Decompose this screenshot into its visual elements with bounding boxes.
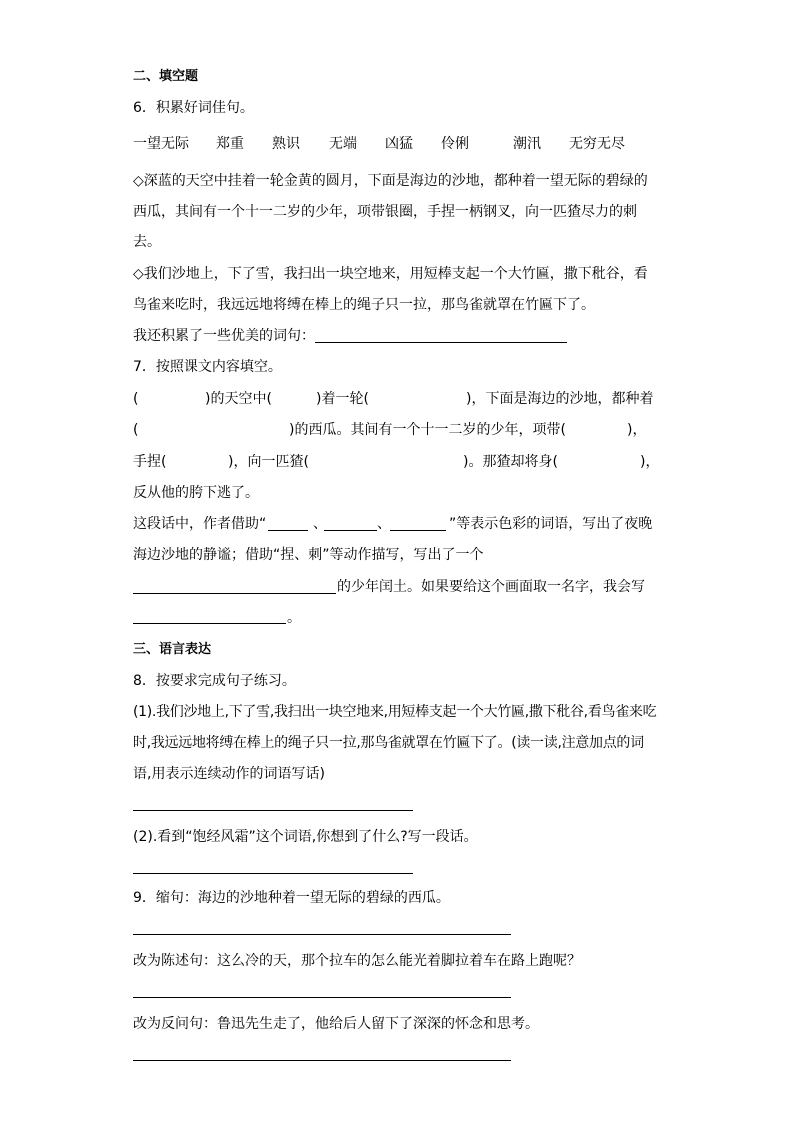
color-word-blank[interactable]: [390, 530, 446, 531]
answer-line[interactable]: [133, 934, 511, 935]
fill-line-8: 。: [287, 610, 301, 626]
fill-line-2: [133, 420, 653, 440]
blank-open: (: [133, 422, 139, 438]
q8-part2: (2).看到“饱经风霜”这个词语,你想到了什么?写一段话。: [133, 829, 478, 845]
word-bank-item: 无穷无尽: [569, 136, 625, 152]
fill-text: )，下面是海边的沙地，都种着: [466, 391, 654, 407]
fill-text: 手捏(: [133, 454, 167, 470]
q8-part1-line: 语,用表示连续动作的词语写话): [133, 766, 325, 782]
fill-text: )，向一匹猹(: [228, 454, 309, 470]
fill-line-3: [133, 452, 660, 472]
word-bank-item: 郑重: [216, 136, 244, 152]
fill-text: )，: [627, 422, 647, 438]
passage-1-line: 去。: [133, 234, 161, 250]
passage-1-line: 西瓜，其间有一个十一二岁的少年，项带银圈，手捏一柄钢叉，向一匹猹尽力的刺: [133, 204, 637, 220]
fill-line-6: 海边沙地的静谧；借助“捏、刺”等动作描写，写出了一个: [133, 547, 484, 563]
section-title-expression: 三、语言表达: [133, 642, 212, 657]
word-bank-item: 伶俐: [441, 136, 469, 152]
fill-text: 、: [377, 516, 391, 532]
fill-text: )，: [640, 454, 660, 470]
fill-line-5: [133, 514, 653, 534]
answer-line[interactable]: [133, 1060, 511, 1061]
title-blank[interactable]: [133, 623, 286, 624]
word-bank-item: 凶猛: [385, 136, 413, 152]
answer-line[interactable]: [133, 873, 413, 874]
color-word-blank[interactable]: [324, 530, 377, 531]
collect-phrases-prompt: 我还积累了一些优美的词句：: [133, 328, 315, 344]
fill-line-7: 的少年闰土。如果要给这个画面取一名字，我会写: [337, 579, 645, 595]
word-bank-item: 无端: [329, 136, 357, 152]
word-bank-item: 熟识: [272, 136, 300, 152]
blank-open: (: [133, 391, 139, 407]
answer-line[interactable]: [315, 342, 567, 343]
question-6-label: 6．积累好词佳句。: [133, 100, 254, 116]
fill-text: )的西瓜。其间有一个十一二岁的少年，项带(: [289, 422, 566, 438]
fill-text: 、: [313, 516, 327, 532]
description-blank[interactable]: [133, 593, 336, 594]
word-bank: [133, 134, 653, 154]
question-8-label: 8．按要求完成句子练习。: [133, 673, 296, 689]
section-title-fill-in: 二、填空题: [133, 69, 199, 84]
word-bank-item: 潮汛: [513, 136, 541, 152]
fill-line-1: [133, 389, 653, 409]
fill-line-4: 反从他的胯下逃了。: [133, 485, 259, 501]
question-9-label: 9．缩句：海边的沙地种着一望无际的碧绿的西瓜。: [133, 890, 450, 906]
question-7-label: 7．按照课文内容填空。: [133, 359, 282, 375]
fill-text: 这段话中，作者借助“: [133, 516, 267, 532]
answer-line[interactable]: [133, 810, 413, 811]
rhetorical-prompt: 改为反问句：鲁迅先生走了，他给后人留下了深深的怀念和思考。: [133, 1016, 539, 1032]
declarative-prompt: 改为陈述句：这么冷的天，那个拉车的怎么能光着脚拉着车在路上跑呢？: [133, 953, 581, 969]
fill-text: ”等表示色彩的词语，写出了夜晚: [449, 516, 653, 532]
q8-part1-line: (1).我们沙地上,下了雪,我扫出一块空地来,用短棒支起一个大竹匾,撒下秕谷,看鸟雀来吃: [133, 704, 657, 720]
q8-part1-line: 时,我远远地将缚在棒上的绳子只一拉,那鸟雀就罩在竹匾下了。(读一读,注意加点的词: [133, 735, 644, 751]
color-word-blank[interactable]: [268, 530, 308, 531]
fill-text: )着一轮(: [316, 391, 369, 407]
fill-text: )的天空中(: [205, 391, 272, 407]
passage-1-line: ◇深蓝的天空中挂着一轮金黄的圆月，下面是海边的沙地，都种着一望无际的碧绿的: [133, 173, 648, 189]
passage-2-line: 鸟雀来吃时，我远远地将缚在棒上的绳子只一拉，那鸟雀就罩在竹匾下了。: [133, 297, 595, 313]
passage-2-line: ◇我们沙地上，下了雪，我扫出一块空地来，用短棒支起一个大竹匾，撒下秕谷，看: [133, 266, 648, 282]
answer-line[interactable]: [133, 997, 511, 998]
word-bank-item: 一望无际: [133, 136, 189, 152]
fill-text: )。那猹却将身(: [463, 454, 558, 470]
